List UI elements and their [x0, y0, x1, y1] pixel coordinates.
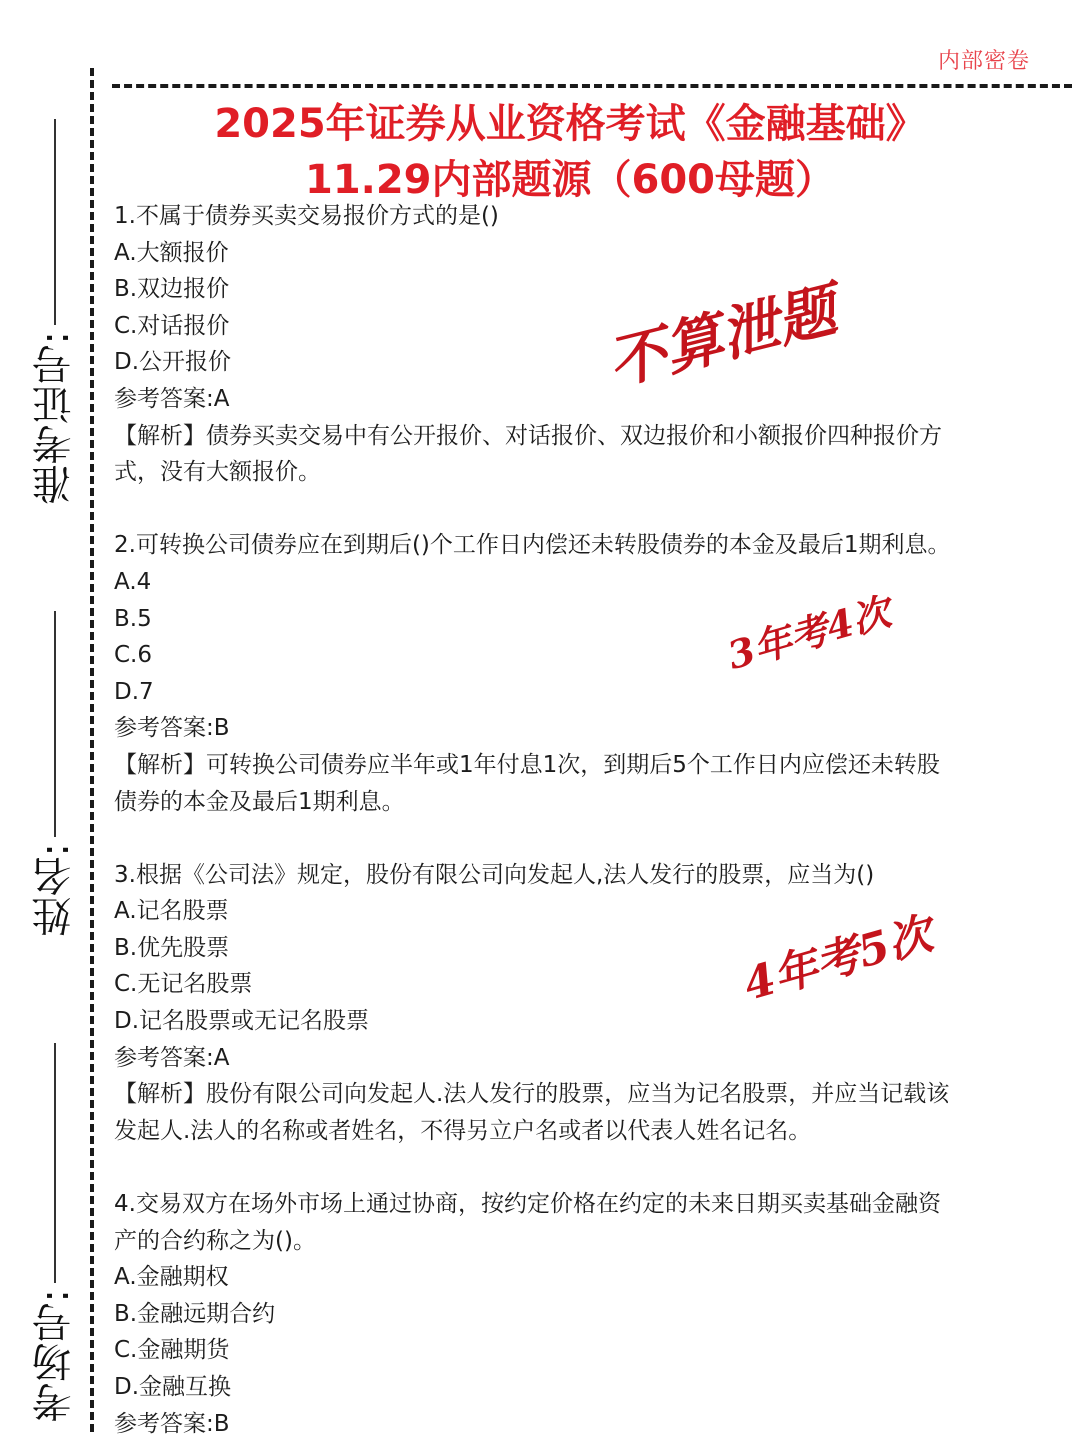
option-d: D.记名股票或无记名股票 — [114, 1008, 370, 1035]
question-stem: 4.交易双方在场外市场上通过协商，按约定价格在约定的未来日期买卖基础金融资 — [114, 1191, 941, 1218]
option-c: C.对话报价 — [114, 312, 230, 339]
option-b: B.金融远期合约 — [114, 1300, 276, 1327]
question-1 — [114, 198, 1064, 491]
analysis-line: 式，没有大额报价。 — [114, 459, 321, 486]
exam-room-blank — [54, 1043, 56, 1283]
name-field — [28, 572, 82, 936]
question-list — [114, 198, 1064, 1442]
question-2 — [114, 527, 1064, 820]
analysis-line: 发起人.法人的名称或者姓名，不得另立户名或者以代表人姓名记名。 — [114, 1117, 812, 1144]
handwritten-note-frequency-q2: 3年考4次 — [722, 588, 896, 679]
analysis-line: 【解析】股份有限公司向发起人.法人发行的股票，应当为记名股票，并应当记载该 — [114, 1081, 950, 1108]
reference-answer: 参考答案:A — [114, 1044, 230, 1071]
reference-answer: 参考答案:A — [114, 385, 230, 412]
option-c: C.无记名股票 — [114, 971, 253, 998]
option-b: B.优先股票 — [114, 934, 230, 961]
name-label: 姓名: — [32, 842, 78, 936]
confidential-tag: 内部密卷 — [937, 49, 1030, 74]
option-d: D.7 — [114, 678, 154, 705]
question-4 — [114, 1186, 1064, 1442]
title-line-2: 11.29内部题源（600母题） — [304, 157, 836, 203]
option-a: A.金融期权 — [114, 1264, 229, 1291]
option-b: B.5 — [114, 605, 152, 632]
question-stem: 3.根据《公司法》规定，股份有限公司向发起人,法人发行的股票，应当为() — [114, 861, 875, 888]
handwritten-note-frequency-q3: 4年考5次 — [738, 908, 939, 1011]
analysis-line: 【解析】债券买卖交易中有公开报价、对话报价、双边报价和小额报价四种报价方 — [114, 422, 942, 449]
question-stem: 2.可转换公司债券应在到期后()个工作日内偿还未转股债券的本金及最后1期利息。 — [114, 532, 951, 559]
exam-room-field — [28, 1022, 82, 1422]
spacer — [114, 820, 1064, 857]
option-c: C.金融期货 — [114, 1337, 230, 1364]
option-d: D.公开报价 — [114, 349, 232, 376]
title-line-1: 2025年证券从业资格考试《金融基础》 — [214, 101, 926, 147]
top-dashed-divider — [112, 84, 1072, 88]
option-a: A.4 — [114, 568, 152, 595]
analysis-line: 【解析】可转换公司债券应半年或1年付息1次，到期后5个工作日内应偿还未转股 — [114, 751, 940, 778]
admission-number-label: 准考证号: — [32, 330, 78, 504]
spacer — [114, 491, 1064, 528]
option-c: C.6 — [114, 642, 153, 669]
question-stem: 产的合约称之为()。 — [114, 1227, 316, 1254]
reference-answer: 参考答案:B — [114, 1410, 230, 1437]
option-a: A.记名股票 — [114, 898, 229, 925]
option-b: B.双边报价 — [114, 276, 230, 303]
spacer — [114, 1149, 1064, 1186]
exam-room-label: 考场号: — [32, 1288, 78, 1422]
analysis-line: 债券的本金及最后1期利息。 — [114, 788, 405, 815]
option-a: A.大额报价 — [114, 239, 229, 266]
admission-number-field — [28, 112, 82, 504]
option-d: D.金融互换 — [114, 1374, 232, 1400]
question-stem: 1.不属于债券买卖交易报价方式的是() — [114, 203, 499, 229]
handwritten-note-not-leak: 不算泄题 — [600, 275, 843, 398]
left-dashed-divider — [90, 68, 94, 1432]
name-blank — [54, 611, 56, 837]
page-title — [120, 96, 1020, 208]
reference-answer: 参考答案:B — [114, 715, 230, 742]
admission-number-blank — [54, 119, 56, 325]
